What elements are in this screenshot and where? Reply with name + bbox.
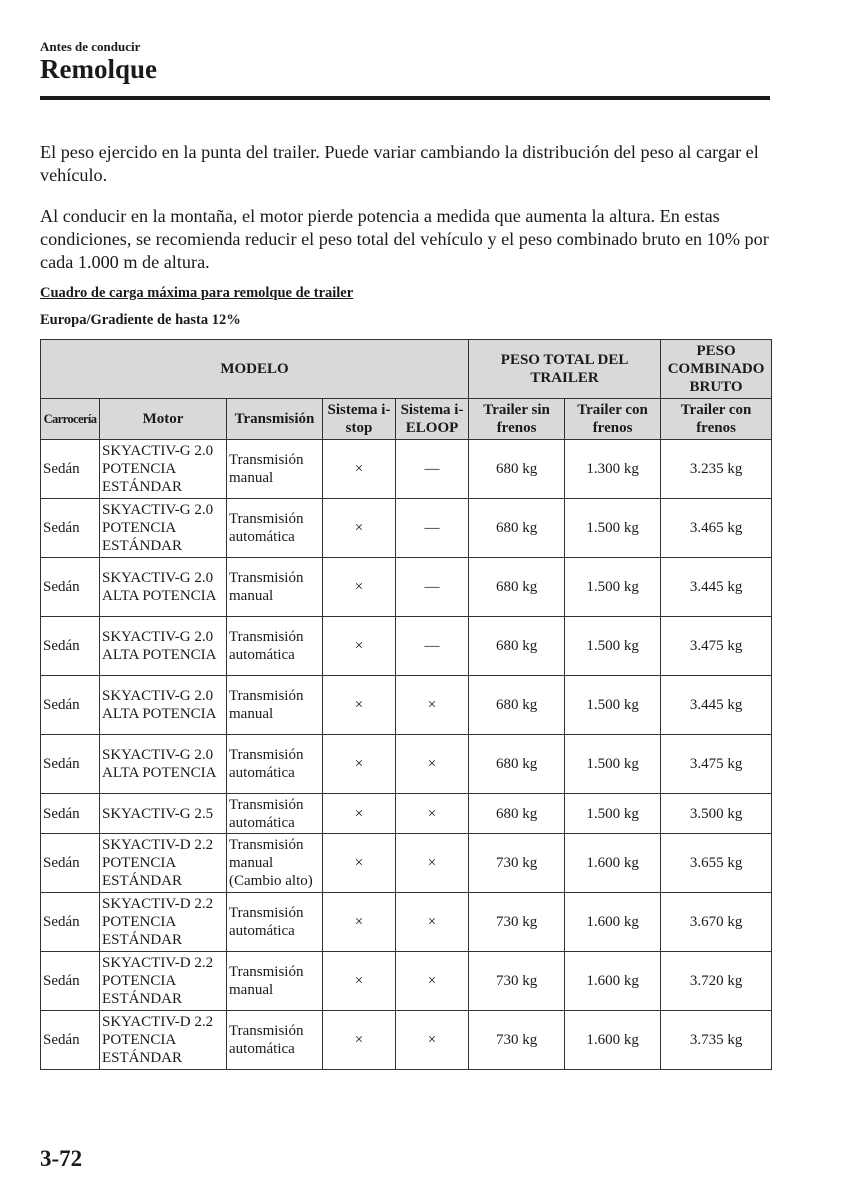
table-row [41,735,772,794]
cell-motor: SKYACTIV-G 2.0 ALTA POTENCIA [100,676,227,735]
cell-istop: × [323,499,396,558]
header-peso-total: PESO TOTAL DEL TRAILER [469,340,661,399]
cell-trailer-sin-frenos: 680 kg [469,735,565,794]
column-header-combinado-con-frenos: Trailer con frenos [661,399,772,440]
cell-istop: × [323,1011,396,1070]
table-row [41,893,772,952]
cell-trailer-sin-frenos: 680 kg [469,558,565,617]
cell-trailer-con-frenos: 1.500 kg [565,617,661,676]
column-header-carroceria: Carrocería [41,399,100,440]
table-row [41,440,772,499]
cell-ieloop: × [396,735,469,794]
cell-istop: × [323,893,396,952]
column-header-trailer-con-frenos: Trailer con frenos [565,399,661,440]
cell-ieloop: × [396,1011,469,1070]
cell-trailer-sin-frenos: 730 kg [469,952,565,1011]
cell-motor: SKYACTIV-D 2.2 POTENCIA ESTÁNDAR [100,893,227,952]
cell-trailer-con-frenos: 1.500 kg [565,499,661,558]
cell-motor: SKYACTIV-G 2.0 POTENCIA ESTÁNDAR [100,440,227,499]
cell-combinado: 3.655 kg [661,834,772,893]
cell-trailer-con-frenos: 1.600 kg [565,834,661,893]
cell-combinado: 3.475 kg [661,617,772,676]
cell-carroceria: Sedán [41,1011,100,1070]
cell-motor: SKYACTIV-G 2.0 ALTA POTENCIA [100,617,227,676]
cell-trailer-sin-frenos: 730 kg [469,893,565,952]
cell-combinado: 3.720 kg [661,952,772,1011]
table-row [41,834,772,893]
cell-combinado: 3.735 kg [661,1011,772,1070]
cell-motor: SKYACTIV-G 2.0 ALTA POTENCIA [100,735,227,794]
cell-carroceria: Sedán [41,735,100,794]
table-row [41,499,772,558]
towing-load-table [40,339,772,1070]
cell-trailer-sin-frenos: 730 kg [469,834,565,893]
cell-combinado: 3.475 kg [661,735,772,794]
column-header-motor: Motor [100,399,227,440]
cell-istop: × [323,676,396,735]
cell-transmision: Transmisión automática [227,499,323,558]
cell-ieloop: — [396,440,469,499]
cell-istop: × [323,794,396,834]
cell-istop: × [323,735,396,794]
cell-transmision: Transmisión automática [227,1011,323,1070]
cell-transmision: Transmisión manual [227,440,323,499]
table-row [41,676,772,735]
header-peso-combinado: PESO COMBINADO BRUTO [661,340,772,399]
table-row [41,794,772,834]
table-row [41,558,772,617]
cell-motor: SKYACTIV-G 2.5 [100,794,227,834]
cell-carroceria: Sedán [41,893,100,952]
page-title: Remolque [40,54,157,84]
cell-istop: × [323,834,396,893]
paragraph-altitude: Al conducir en la montaña, el motor pierde potencia a medida que aumenta la altura. En estas condiciones, se recomienda reducir el peso total del vehículo y el peso combinado bruto en 10% por cada 1.000 m de altura. [40,206,769,272]
cell-ieloop: × [396,893,469,952]
cell-transmision: Transmisión manual [227,558,323,617]
cell-trailer-sin-frenos: 680 kg [469,499,565,558]
cell-motor: SKYACTIV-G 2.0 ALTA POTENCIA [100,558,227,617]
cell-carroceria: Sedán [41,794,100,834]
cell-trailer-con-frenos: 1.500 kg [565,735,661,794]
cell-combinado: 3.235 kg [661,440,772,499]
cell-trailer-con-frenos: 1.300 kg [565,440,661,499]
cell-motor: SKYACTIV-D 2.2 POTENCIA ESTÁNDAR [100,1011,227,1070]
paragraph-tongue-weight: El peso ejercido en la punta del trailer. Puede variar cambiando la distribución del peso al cargar el vehículo. [40,142,759,185]
header-modelo: MODELO [41,340,469,399]
cell-carroceria: Sedán [41,617,100,676]
cell-transmision: Transmisión automática [227,617,323,676]
column-header-istop: Sistema i-stop [323,399,396,440]
cell-istop: × [323,440,396,499]
cell-transmision: Transmisión automática [227,794,323,834]
title-divider [40,96,770,100]
cell-trailer-con-frenos: 1.500 kg [565,558,661,617]
cell-istop: × [323,952,396,1011]
cell-trailer-sin-frenos: 680 kg [469,794,565,834]
cell-istop: × [323,617,396,676]
table-row [41,1011,772,1070]
cell-motor: SKYACTIV-G 2.0 POTENCIA ESTÁNDAR [100,499,227,558]
cell-carroceria: Sedán [41,952,100,1011]
cell-transmision: Transmisión automática [227,893,323,952]
cell-trailer-sin-frenos: 680 kg [469,617,565,676]
table-row [41,952,772,1011]
cell-ieloop: × [396,676,469,735]
cell-transmision: Transmisión manual [227,676,323,735]
section-label: Antes de conducir [40,39,141,54]
cell-ieloop: × [396,794,469,834]
cell-carroceria: Sedán [41,676,100,735]
cell-trailer-sin-frenos: 680 kg [469,440,565,499]
cell-carroceria: Sedán [41,558,100,617]
column-header-trailer-sin-frenos: Trailer sin frenos [469,399,565,440]
cell-carroceria: Sedán [41,440,100,499]
cell-combinado: 3.500 kg [661,794,772,834]
cell-trailer-con-frenos: 1.500 kg [565,794,661,834]
cell-ieloop: — [396,558,469,617]
cell-motor: SKYACTIV-D 2.2 POTENCIA ESTÁNDAR [100,834,227,893]
cell-transmision: Transmisión automática [227,735,323,794]
cell-combinado: 3.445 kg [661,558,772,617]
cell-ieloop: × [396,952,469,1011]
cell-ieloop: — [396,617,469,676]
table-row [41,617,772,676]
cell-combinado: 3.670 kg [661,893,772,952]
cell-transmision: Transmisión manual [227,952,323,1011]
cell-carroceria: Sedán [41,499,100,558]
table-caption: Cuadro de carga máxima para remolque de trailer [40,285,354,301]
cell-ieloop: × [396,834,469,893]
page-number: 3-72 [40,1146,83,1171]
cell-trailer-con-frenos: 1.600 kg [565,1011,661,1070]
cell-ieloop: — [396,499,469,558]
cell-istop: × [323,558,396,617]
column-header-transmision: Transmisión [227,399,323,440]
cell-trailer-con-frenos: 1.500 kg [565,676,661,735]
cell-trailer-sin-frenos: 680 kg [469,676,565,735]
cell-trailer-sin-frenos: 730 kg [469,1011,565,1070]
cell-carroceria: Sedán [41,834,100,893]
cell-trailer-con-frenos: 1.600 kg [565,952,661,1011]
column-header-ieloop: Sistema i-ELOOP [396,399,469,440]
cell-combinado: 3.445 kg [661,676,772,735]
cell-trailer-con-frenos: 1.600 kg [565,893,661,952]
cell-motor: SKYACTIV-D 2.2 POTENCIA ESTÁNDAR [100,952,227,1011]
cell-transmision: Transmisión manual (Cambio alto) [227,834,323,893]
table-subcaption: Europa/Gradiente de hasta 12% [40,312,241,328]
cell-combinado: 3.465 kg [661,499,772,558]
